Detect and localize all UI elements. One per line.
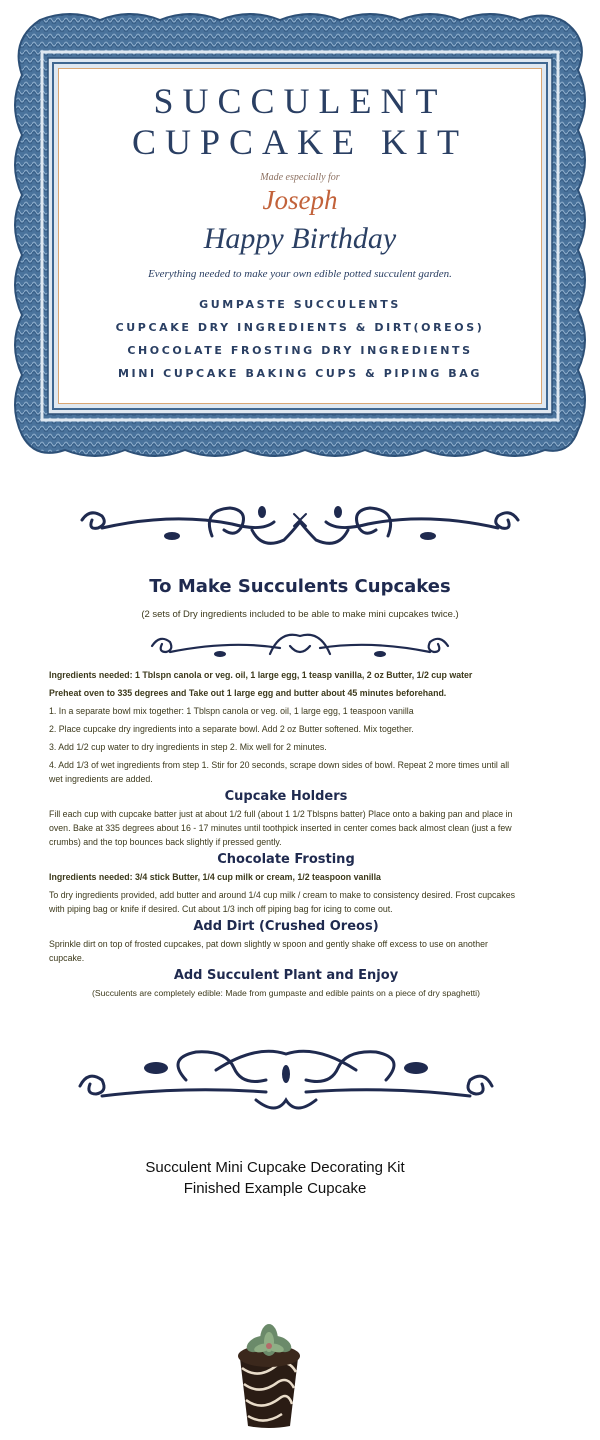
recipe-heading: To Make Succulents Cupcakes — [149, 576, 451, 597]
step-item: 3. Add 1/2 cup water to dry ingredients in step 2. Mix well for 2 minutes. — [49, 742, 327, 752]
holders-text: Fill each cup with cupcake batter just at about 1/2 full (about 1 1/2 Tblspns batter) Place onto a baking pan and place in oven. Bake at 335 degrees about 16 - 17 minutes until toothpick inserted in center comes back almost clean (just a few crumbs) and the top bounces back slightly if pressed gently. — [49, 809, 513, 847]
kit-label-card — [0, 0, 600, 470]
plant-heading: Add Succulent Plant and Enjoy — [173, 968, 399, 983]
made-for-text: Made especially for — [260, 172, 340, 183]
step-item: 4. Add 1/3 of wet ingredients from step 1. Stir for 20 seconds, scrape down sides of bowl. Repeat 2 more times until all wet ingredients are added. — [49, 760, 510, 784]
frosting-heading: Chocolate Frosting — [217, 852, 355, 867]
plant-note: (Succulents are completely edible: Made from gumpaste and edible paints on a piece of dry spaghetti) — [92, 988, 480, 998]
frosting-ingredients: Ingredients needed: 3/4 stick Butter, 1/4 cup milk or cream, 1/2 teaspoon vanilla — [49, 872, 381, 882]
photo-caption — [0, 1157, 550, 1199]
flourish-divider-top — [62, 500, 538, 560]
label-panel — [58, 68, 542, 404]
list-item: GUMPASTE SUCCULENTS — [199, 298, 401, 311]
recipe-subheading: (2 sets of Dry ingredients included to be able to make mini cupcakes twice.) — [141, 609, 459, 620]
kit-contents-list — [59, 293, 541, 385]
recipe-body — [49, 668, 523, 1004]
kit-title — [59, 81, 541, 163]
list-item: CUPCAKE DRY INGREDIENTS & DIRT(OREOS) — [115, 321, 485, 334]
caption-line1: Succulent Mini Cupcake Decorating Kit — [145, 1159, 405, 1176]
kit-title-line2: CUPCAKE KIT — [131, 122, 468, 162]
tagline-text: Everything needed to make your own edible potted succulent garden. — [148, 268, 452, 280]
flourish-divider-small — [140, 624, 460, 666]
dirt-text: Sprinkle dirt on top of frosted cupcakes, pat down slightly w spoon and gently shake off excess to use on another cupcake. — [49, 939, 488, 963]
list-item: MINI CUPCAKE BAKING CUPS & PIPING BAG — [117, 367, 482, 380]
step-item: 2. Place cupcake dry ingredients into a separate bowl. Add 2 oz Butter softened. Mix together. — [49, 724, 414, 734]
recipient-name: Joseph — [262, 185, 338, 215]
holders-heading: Cupcake Holders — [224, 789, 348, 804]
cupcake-image — [228, 1318, 310, 1430]
frosting-text: To dry ingredients provided, add butter and around 1/4 cup milk / cream to make to consistency desired. Frost cupcakes with piping bag or knife if desired. Cut about 1/3 inch off piping bag for icing to come out. — [49, 890, 515, 914]
caption-line2: Finished Example Cupcake — [183, 1180, 367, 1197]
preheat-line: Preheat oven to 335 degrees and Take out 1 large egg and butter about 45 minutes beforehand. — [49, 688, 447, 698]
flourish-divider-bottom — [66, 1040, 506, 1120]
kit-title-line1: SUCCULENT — [153, 81, 447, 121]
list-item: CHOCOLATE FROSTING DRY INGREDIENTS — [127, 344, 473, 357]
dirt-heading: Add Dirt (Crushed Oreos) — [193, 919, 379, 934]
greeting-text: Happy Birthday — [203, 222, 397, 255]
ingredients-line: Ingredients needed: 1 Tblspn canola or veg. oil, 1 large egg, 1 teasp vanilla, 2 oz Butter, 1/2 cup water — [49, 670, 473, 680]
step-item: 1. In a separate bowl mix together: 1 Tblspn canola or veg. oil, 1 large egg, 1 teaspoon vanilla — [49, 706, 414, 716]
